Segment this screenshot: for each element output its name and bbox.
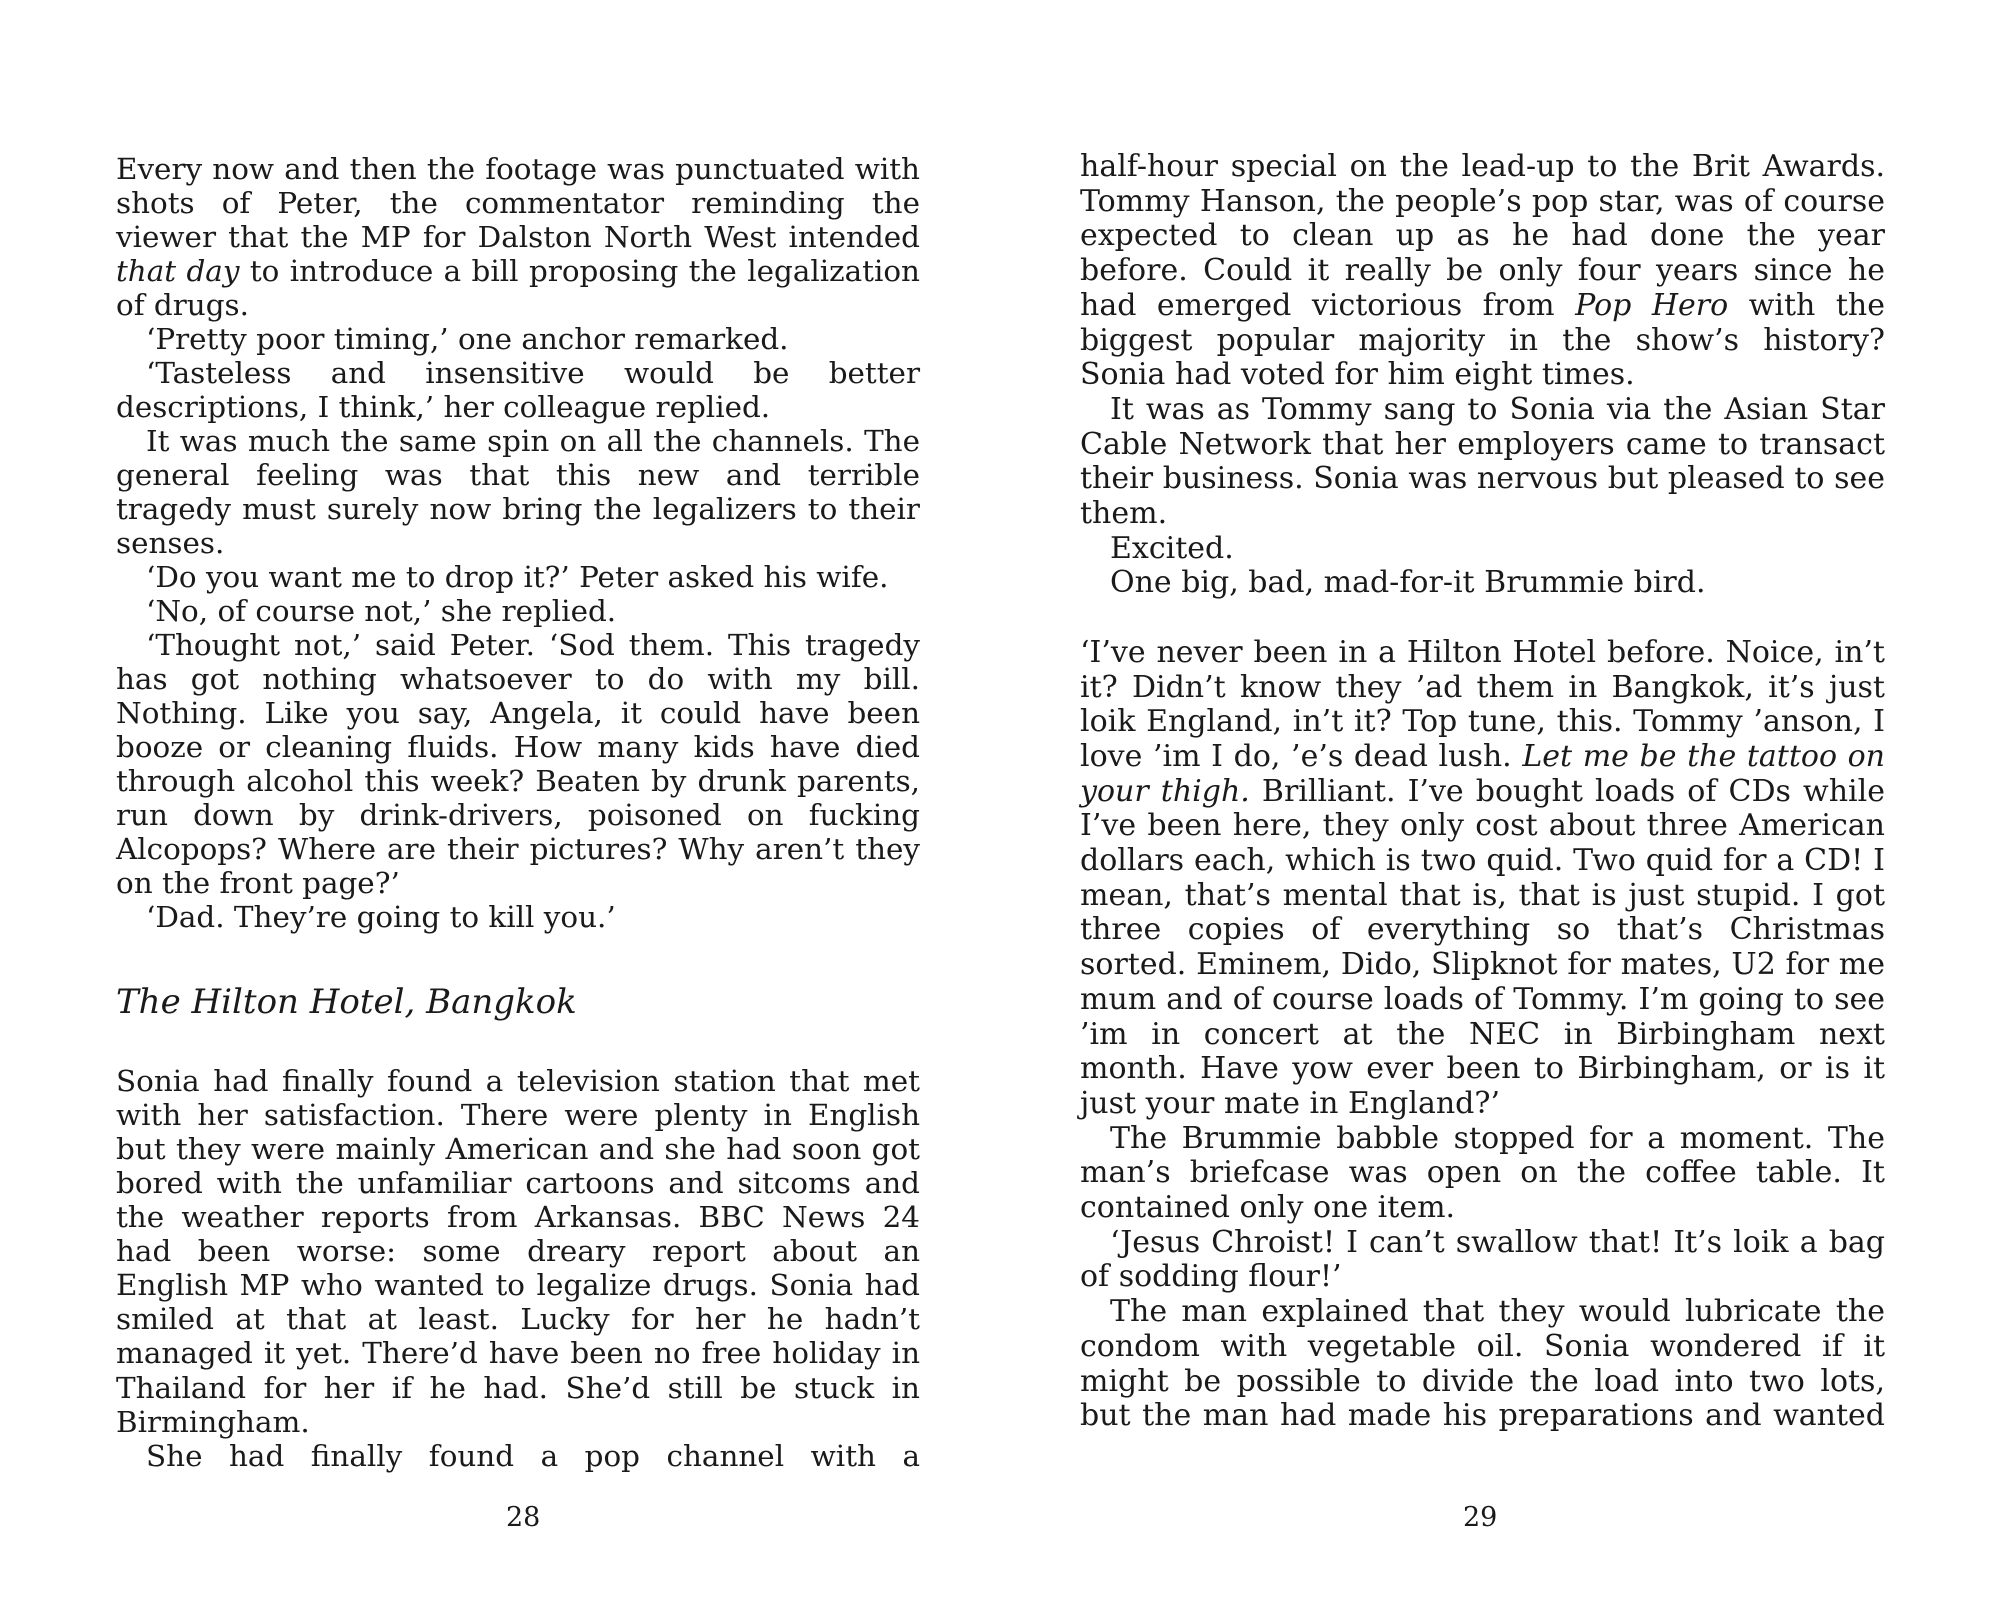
paragraph: Sonia had finally found a television station that met with her satisfaction. There were plenty in English but they were mainly American and she had soon got bored with the unfamiliar cartoons and sitcoms and the weather reports from Arkansas. BBC News 24 had been worse: some dreary report about an English MP who wanted to legalize drugs. Sonia had smiled at that at least. Lucky for her he hadn’t managed it yet. There’d have been no free holiday in Thailand for her if he had. She’d still be stuck in Birmingham. [116, 1064, 920, 1439]
paragraph: It was as Tommy sang to Sonia via the Asian Star Cable Network that her employers came to transact their business. Sonia was nervous but pleased to see them. [1080, 391, 1885, 532]
paragraph: ‘No, of course not,’ she replied. [146, 594, 617, 629]
paragraph: ‘Do you want me to drop it?’ Peter asked his wife. [146, 560, 889, 595]
paragraph: The Brummie babble stopped for a moment. The man’s briefcase was open on the coffee table. It contained only one item. [1080, 1120, 1885, 1226]
paragraph: She had finally found a pop channel with a [146, 1438, 920, 1473]
page-number: 28 [506, 1502, 541, 1533]
paragraph: ‘I’ve never been in a Hilton Hotel before. Noice, in’t it? Didn’t know they ’ad them in Bangkok, it’s just loik England, in’t it? Top tune, this. Tommy ’anson, I love ’im I do, ’e’s dead lush. Let me be the tattoo on your thigh. Brilliant. I’ve bought loads of CDs while I’ve been here, they only cost about three American dollars each, which is two quid. Two quid for a CD! I mean, that’s mental that is, that is just stupid. I got three copies of everything so that’s Christmas sorted. Eminem, Dido, Slipknot for mates, U2 for me mum and of course loads of Tommy. I’m going to see ’im in concert at the NEC in Birbingham next month. Have yow ever been to Birbingham, or is it just your mate in England?’ [1080, 634, 1886, 1121]
paragraph: ‘Tasteless and insensitive would be better descriptions, I think,’ her colleague replied. [116, 356, 920, 425]
page-number: 29 [1463, 1502, 1498, 1533]
right-text-column [1080, 150, 1885, 1434]
paragraph: It was much the same spin on all the channels. The general feeling was that this new and terrible tragedy must surely now bring the legalizers to their senses. [116, 424, 920, 561]
right-page [1000, 0, 2000, 1601]
paragraph: ‘Thought not,’ said Peter. ‘Sod them. This tragedy has got nothing whatsoever to do with my bill. Nothing. Like you say, Angela, it could have been booze or cleaning fluids. How many kids have died through alcohol this week? Beaten by drunk parents, run down by drink-drivers, poisoned on fucking Alcopops? Where are their pictures? Why aren’t they on the front page?’ [116, 628, 920, 901]
paragraph: Excited. [1110, 530, 1234, 566]
paragraph: Every now and then the footage was punctuated with shots of Peter, the commentator reminding the viewer that the MP for Dalston North West intended that day to introduce a bill proposing the legalization of drugs. [116, 152, 920, 323]
section-heading: The Hilton Hotel, Bangkok [116, 982, 577, 1023]
paragraph: ‘Jesus Chroist! I can’t swallow that! It’s loik a bag of sodding flour!’ [1080, 1224, 1885, 1295]
paragraph: The man explained that they would lubricate the condom with vegetable oil. Sonia wondered if it might be possible to divide the load into two lots, but the man had made his preparations and wanted [1080, 1294, 1885, 1434]
section-break [1080, 601, 1885, 636]
paragraph: ‘Dad. They’re going to kill you.’ [146, 900, 616, 935]
left-text-column [116, 152, 920, 1473]
paragraph: ‘Pretty poor timing,’ one anchor remarked. [146, 322, 789, 357]
paragraph: One big, bad, mad-for-it Brummie bird. [1110, 565, 1706, 601]
paragraph: half-hour special on the lead-up to the Brit Awards. Tommy Hanson, the people’s pop star, was of course expected to clean up as he had done the year before. Could it really be only four years since he had emerged victorious from Pop Hero with the biggest popular majority in the show’s history? Sonia had voted for him eight times. [1080, 149, 1885, 393]
